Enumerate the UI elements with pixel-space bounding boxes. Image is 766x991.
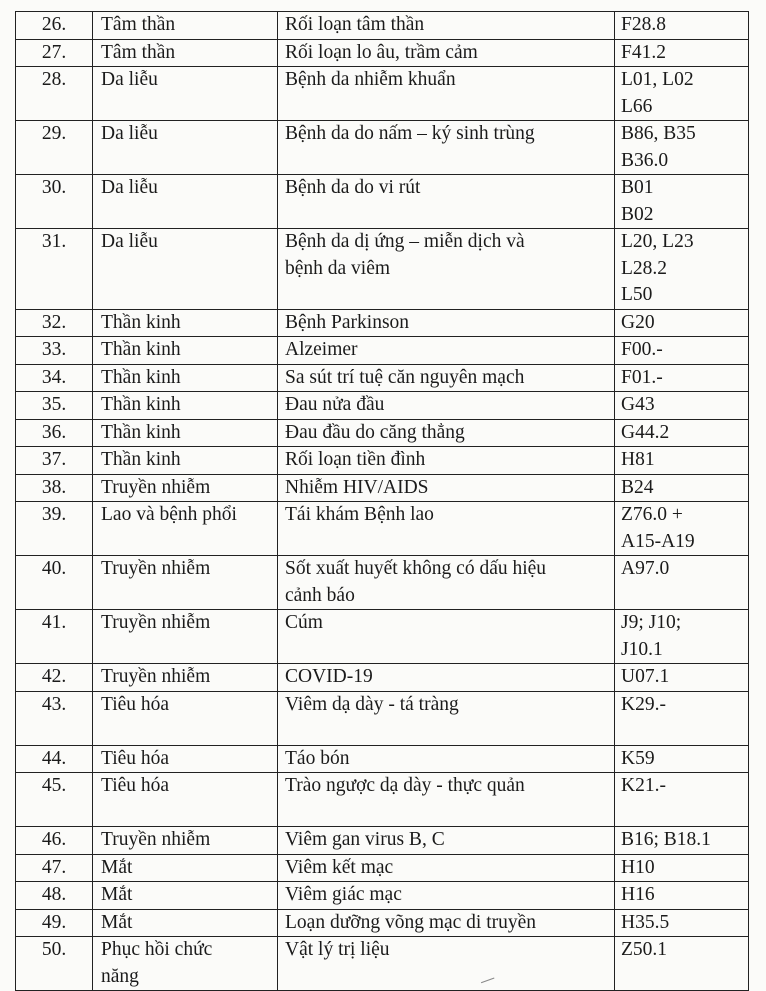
icd-code-line: G43	[621, 394, 655, 415]
icd-code-cell	[615, 419, 749, 447]
table-row	[16, 309, 749, 337]
specialty-cell	[93, 773, 278, 827]
icd-code-cell	[615, 39, 749, 67]
specialty-cell	[93, 447, 278, 475]
disease-name-cell	[278, 773, 615, 827]
row-number: 27.	[16, 39, 93, 67]
icd-code-line: K59	[621, 747, 655, 769]
specialty-cell	[93, 392, 278, 420]
specialty-cell	[93, 121, 278, 175]
disease-name-line: Trào ngược dạ dày - thực quản	[285, 775, 525, 796]
specialty-cell	[93, 337, 278, 365]
table-row	[16, 419, 749, 447]
table-row	[16, 67, 749, 121]
disease-name-line: Vật lý trị liệu	[285, 939, 390, 960]
specialty-line: Mắt	[101, 884, 133, 905]
specialty-line: Tiêu hóa	[101, 775, 170, 796]
disease-name-cell	[278, 67, 615, 121]
disease-name-line: Loạn dưỡng võng mạc di truyền	[285, 911, 537, 933]
icd-code-cell	[615, 175, 749, 229]
specialty-line: Truyền nhiễm	[101, 476, 211, 498]
specialty-line: Da liễu	[101, 69, 158, 90]
disease-name-line: Đau nửa đầu	[285, 394, 385, 415]
disease-name-line: bệnh da viêm	[285, 257, 391, 279]
disease-name-line: Viêm dạ dày - tá tràng	[285, 693, 459, 715]
disease-name-cell	[278, 175, 615, 229]
icd-code-cell	[615, 392, 749, 420]
table-row	[16, 909, 749, 937]
icd-code-line: B36.0	[621, 149, 669, 171]
specialty-line: Tiêu hóa	[101, 693, 170, 715]
specialty-line: Mắt	[101, 911, 133, 933]
icd-code-line: A15-A19	[621, 530, 695, 552]
icd-code-cell	[615, 745, 749, 773]
icd-code-cell	[615, 937, 749, 991]
icd-code-cell	[615, 474, 749, 502]
disease-name-line: Rối loạn tiền đình	[285, 449, 426, 470]
row-number: 41.	[16, 610, 93, 664]
disease-name-cell	[278, 664, 615, 692]
row-number: 50.	[16, 937, 93, 991]
disease-name-cell	[278, 502, 615, 556]
icd-code-line: H81	[621, 449, 655, 470]
disease-name-cell	[278, 691, 615, 745]
table-row	[16, 882, 749, 910]
disease-name-cell	[278, 882, 615, 910]
icd-code-cell	[615, 773, 749, 827]
icd-code-line: B86, B35	[621, 123, 696, 144]
disease-name-line: Rối loạn lo âu, trầm cảm	[285, 41, 478, 63]
disease-name-line: Viêm gan virus B, C	[285, 829, 445, 850]
icd-code-line: L66	[621, 95, 653, 117]
icd-code-line: B24	[621, 476, 654, 498]
icd-code-line: B01	[621, 177, 654, 198]
row-number: 46.	[16, 827, 93, 855]
specialty-cell	[93, 854, 278, 882]
specialty-line: Truyền nhiễm	[101, 612, 211, 633]
disease-name-line: Bệnh da nhiễm khuẩn	[285, 69, 456, 90]
specialty-cell	[93, 364, 278, 392]
specialty-line: Da liễu	[101, 177, 158, 198]
disease-name-cell	[278, 827, 615, 855]
disease-name-cell	[278, 474, 615, 502]
disease-name-line: cảnh báo	[285, 584, 355, 606]
icd-code-line: G20	[621, 311, 655, 333]
disease-name-line: Sa sút trí tuệ căn nguyên mạch	[285, 366, 525, 388]
disease-name-line: Cúm	[285, 612, 323, 633]
table-row	[16, 229, 749, 310]
icd-code-cell	[615, 556, 749, 610]
disease-name-cell	[278, 121, 615, 175]
specialty-cell	[93, 610, 278, 664]
icd-code-line: L01, L02	[621, 69, 694, 90]
icd-code-line: B16; B18.1	[621, 829, 711, 850]
specialty-line: Thần kinh	[101, 311, 181, 333]
specialty-cell	[93, 691, 278, 745]
table-row	[16, 745, 749, 773]
icd-code-cell	[615, 664, 749, 692]
table-row	[16, 39, 749, 67]
specialty-cell	[93, 827, 278, 855]
disease-name-line: Táo bón	[285, 747, 350, 769]
row-number: 38.	[16, 474, 93, 502]
icd-code-cell	[615, 909, 749, 937]
row-number: 40.	[16, 556, 93, 610]
row-number: 39.	[16, 502, 93, 556]
icd-code-line: L20, L23	[621, 231, 694, 252]
table-row	[16, 691, 749, 745]
specialty-cell	[93, 309, 278, 337]
specialty-line: Tiêu hóa	[101, 747, 170, 769]
specialty-line: Tâm thần	[101, 14, 176, 35]
specialty-line: Truyền nhiễm	[101, 558, 211, 579]
disease-name-cell	[278, 556, 615, 610]
icd-code-cell	[615, 447, 749, 475]
icd-code-table	[15, 11, 749, 991]
specialty-line: Tâm thần	[101, 41, 176, 63]
icd-code-cell	[615, 364, 749, 392]
table-row	[16, 337, 749, 365]
icd-code-line: L50	[621, 284, 653, 305]
disease-name-line: Đau đầu do căng thẳng	[285, 421, 465, 443]
specialty-cell	[93, 502, 278, 556]
icd-code-line: G44.2	[621, 421, 670, 443]
specialty-line: Phục hồi chức	[101, 939, 213, 960]
icd-code-line: H10	[621, 856, 655, 878]
disease-name-cell	[278, 392, 615, 420]
table-row	[16, 474, 749, 502]
disease-name-line: Sốt xuất huyết không có dấu hiệu	[285, 558, 547, 579]
specialty-cell	[93, 556, 278, 610]
specialty-cell	[93, 474, 278, 502]
row-number: 30.	[16, 175, 93, 229]
table-row	[16, 175, 749, 229]
table-row	[16, 937, 749, 991]
table-row	[16, 364, 749, 392]
specialty-line: Lao và bệnh phổi	[101, 504, 237, 525]
icd-code-cell	[615, 229, 749, 310]
disease-name-line: COVID-19	[285, 666, 373, 687]
icd-code-line: H16	[621, 884, 655, 905]
icd-code-cell	[615, 882, 749, 910]
icd-code-line: F00.-	[621, 339, 663, 360]
row-number: 44.	[16, 745, 93, 773]
disease-name-line: Bệnh Parkinson	[285, 311, 410, 333]
specialty-line: Thần kinh	[101, 449, 181, 470]
disease-name-line: Tái khám Bệnh lao	[285, 504, 434, 525]
disease-name-cell	[278, 12, 615, 40]
disease-name-cell	[278, 309, 615, 337]
table-row	[16, 121, 749, 175]
specialty-line: Thần kinh	[101, 366, 181, 388]
icd-code-cell	[615, 12, 749, 40]
row-number: 36.	[16, 419, 93, 447]
table-body	[16, 12, 749, 991]
icd-code-line: L28.2	[621, 257, 668, 279]
row-number: 33.	[16, 337, 93, 365]
specialty-line: Thần kinh	[101, 421, 181, 443]
table-row	[16, 12, 749, 40]
icd-code-line: J9; J10;	[621, 612, 682, 633]
specialty-cell	[93, 67, 278, 121]
icd-code-cell	[615, 610, 749, 664]
specialty-cell	[93, 175, 278, 229]
disease-name-cell	[278, 39, 615, 67]
table-row	[16, 773, 749, 827]
icd-code-cell	[615, 67, 749, 121]
specialty-cell	[93, 39, 278, 67]
specialty-line: Truyền nhiễm	[101, 829, 211, 850]
disease-name-line: Bệnh da dị ứng – miễn dịch và	[285, 231, 525, 252]
specialty-line: Da liễu	[101, 123, 158, 144]
disease-name-cell	[278, 364, 615, 392]
disease-name-line: Bệnh da do nấm – ký sinh trùng	[285, 123, 535, 144]
icd-code-cell	[615, 691, 749, 745]
icd-code-cell	[615, 827, 749, 855]
disease-name-cell	[278, 337, 615, 365]
disease-name-cell	[278, 610, 615, 664]
disease-name-cell	[278, 447, 615, 475]
row-number: 32.	[16, 309, 93, 337]
icd-code-line: H35.5	[621, 911, 670, 933]
disease-name-cell	[278, 229, 615, 310]
specialty-cell	[93, 12, 278, 40]
icd-code-line: U07.1	[621, 666, 670, 687]
disease-name-line: Viêm kết mạc	[285, 856, 394, 878]
row-number: 42.	[16, 664, 93, 692]
row-number: 34.	[16, 364, 93, 392]
disease-name-cell	[278, 937, 615, 991]
icd-code-line: K29.-	[621, 693, 666, 715]
specialty-cell	[93, 937, 278, 991]
disease-name-cell	[278, 909, 615, 937]
icd-code-line: Z50.1	[621, 939, 668, 960]
row-number: 43.	[16, 691, 93, 745]
specialty-cell	[93, 882, 278, 910]
row-number: 49.	[16, 909, 93, 937]
icd-code-cell	[615, 309, 749, 337]
specialty-cell	[93, 745, 278, 773]
specialty-cell	[93, 229, 278, 310]
icd-code-line: K21.-	[621, 775, 666, 796]
disease-name-line: Viêm giác mạc	[285, 884, 402, 905]
row-number: 47.	[16, 854, 93, 882]
specialty-line: Da liễu	[101, 231, 158, 252]
disease-name-cell	[278, 854, 615, 882]
specialty-line: Truyền nhiễm	[101, 666, 211, 687]
specialty-line: năng	[101, 965, 139, 987]
specialty-cell	[93, 909, 278, 937]
icd-code-line: J10.1	[621, 638, 663, 660]
icd-code-line: A97.0	[621, 558, 670, 579]
icd-code-cell	[615, 854, 749, 882]
row-number: 31.	[16, 229, 93, 310]
specialty-line: Thần kinh	[101, 394, 181, 415]
icd-code-cell	[615, 121, 749, 175]
specialty-cell	[93, 419, 278, 447]
table-row	[16, 447, 749, 475]
row-number: 26.	[16, 12, 93, 40]
table-row	[16, 502, 749, 556]
table-row	[16, 556, 749, 610]
table-row	[16, 854, 749, 882]
specialty-line: Thần kinh	[101, 339, 181, 360]
icd-code-cell	[615, 502, 749, 556]
specialty-line: Mắt	[101, 856, 133, 878]
icd-code-cell	[615, 337, 749, 365]
row-number: 45.	[16, 773, 93, 827]
row-number: 48.	[16, 882, 93, 910]
disease-name-cell	[278, 745, 615, 773]
icd-code-line: F01.-	[621, 366, 663, 388]
icd-code-line: B02	[621, 203, 654, 225]
table-row	[16, 392, 749, 420]
disease-name-line: Bệnh da do vi rút	[285, 177, 421, 198]
icd-code-line: Z76.0 +	[621, 504, 683, 525]
icd-code-line: F41.2	[621, 41, 666, 63]
disease-name-cell	[278, 419, 615, 447]
disease-name-line: Rối loạn tâm thần	[285, 14, 425, 35]
table-row	[16, 827, 749, 855]
icd-code-line: F28.8	[621, 14, 666, 35]
specialty-cell	[93, 664, 278, 692]
disease-name-line: Alzeimer	[285, 339, 358, 360]
table-row	[16, 610, 749, 664]
table-row	[16, 664, 749, 692]
row-number: 35.	[16, 392, 93, 420]
disease-name-line: Nhiễm HIV/AIDS	[285, 476, 429, 498]
row-number: 29.	[16, 121, 93, 175]
row-number: 28.	[16, 67, 93, 121]
row-number: 37.	[16, 447, 93, 475]
